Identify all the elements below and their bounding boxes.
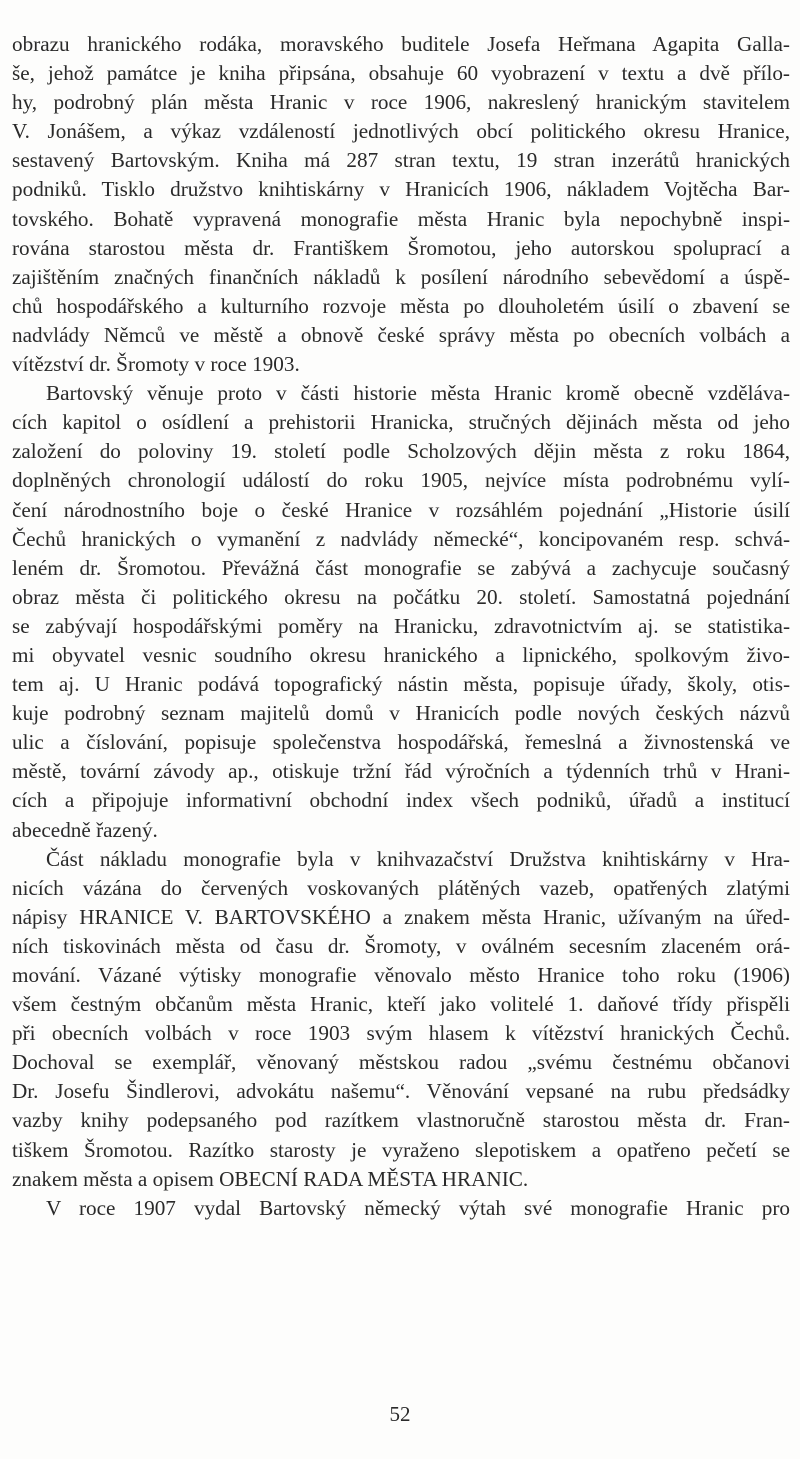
text-line: abecedně řazený. [12, 817, 158, 842]
text-line: chů hospodářského a kulturního rozvoje města po dlouholetém úsilí o zbavení se [12, 293, 790, 318]
text-line: se zabývají hospodářskými poměry na Hranicku, zdravotnictvím aj. se statistika- [12, 613, 790, 638]
text-line: sestavený Bartovským. Kniha má 287 stran textu, 19 stran inzerátů hranických [12, 148, 790, 173]
text-line: cích a připojuje informativní obchodní index všech podniků, úřadů a institucí [12, 788, 790, 813]
text-line: Bartovský věnuje proto v části historie města Hranic kromě obecně vzděláva- [46, 381, 790, 406]
text-line: Dr. Josefu Šindlerovi, advokátu našemu“. Věnování vepsané na rubu předsádky [12, 1079, 790, 1104]
text-line: leném dr. Šromotou. Převážná část monografie se zabývá a zachycuje současný [12, 555, 790, 580]
text-line: ních tiskovinách města od času dr. Šromoty, v oválném secesním zlaceném orá- [12, 933, 790, 958]
text-line: všem čestným občanům města Hranic, kteří jako volitelé 1. daňové třídy přispěli [12, 992, 790, 1017]
text-line: Část nákladu monografie byla v knihvazačství Družstva knihtiskárny v Hra- [46, 846, 790, 871]
text-line: mi obyvatel vesnic soudního okresu hranického a lipnického, spolkovým živo- [12, 642, 790, 667]
text-line: založení do poloviny 19. století podle Scholzových dějin města z roku 1864, [12, 439, 790, 464]
paragraph [12, 30, 790, 379]
page-number: 52 [389, 1402, 411, 1426]
text-line: vazby knihy podepsaného pod razítkem vlastnoručně starostou města dr. Fran- [12, 1108, 790, 1133]
text-line: nicích vázána do červených voskovaných plátěných vazeb, opatřených zlatými [12, 875, 790, 900]
text-line: V. Jonášem, a výkaz vzdáleností jednotlivých obcí politického okresu Hranice, [12, 119, 790, 144]
text-line: še, jehož památce je kniha připsána, obsahuje 60 vyobrazení v textu a dvě přílo- [12, 61, 790, 86]
text-line: Dochoval se exemplář, věnovaný městskou radou „svému čestnému občanovi [12, 1050, 790, 1075]
text-line: tovského. Bohatě vypravená monografie města Hranic byla nepochybně inspi- [12, 206, 790, 231]
text-line: V roce 1907 vydal Bartovský německý výtah své monografie Hranic pro [46, 1195, 790, 1220]
text-line: vítězství dr. Šromoty v roce 1903. [12, 352, 300, 377]
text-line: při obecních volbách v roce 1903 svým hlasem k vítězství hranických Čechů. [12, 1021, 790, 1046]
text-line: rována starostou města dr. Františkem Šromotou, jeho autorskou spoluprací a [12, 235, 790, 260]
body-text [12, 30, 790, 1223]
text-line: doplněných chronologií událostí do roku 1905, nejvíce místa podrobnému vylí- [12, 468, 790, 493]
text-line: ulic a číslování, popisuje společenstva hospodářská, řemeslná a živnostenská ve [12, 730, 790, 755]
text-line: znakem města a opisem OBECNÍ RADA MĚSTA HRANIC. [12, 1166, 529, 1191]
text-line: podniků. Tisklo družstvo knihtiskárny v Hranicích 1906, nákladem Vojtěcha Bar- [12, 177, 790, 202]
text-line: nápisy HRANICE V. BARTOVSKÉHO a znakem města Hranic, užívaným na úřed- [12, 904, 790, 929]
text-line: tiškem Šromotou. Razítko starosty je vyraženo slepotiskem a opatřeno pečetí se [12, 1137, 790, 1162]
text-line: hy, podrobný plán města Hranic v roce 1906, nakreslený hranickým stavitelem [12, 90, 790, 115]
text-line: kuje podrobný seznam majitelů domů v Hranicích podle nových českých názvů [12, 701, 790, 726]
text-line: zajištěním značných finančních nákladů k posílení národního sebevědomí a úspě- [12, 264, 790, 289]
paragraph [12, 1194, 790, 1223]
paragraph [12, 379, 790, 845]
text-line: obraz města či politického okresu na počátku 20. století. Samostatná pojednání [12, 584, 790, 609]
text-line: mování. Vázané výtisky monografie věnovalo město Hranice toho roku (1906) [12, 963, 790, 987]
paragraph [12, 845, 790, 1194]
text-line: čení národnostního boje o české Hranice v rozsáhlém pojednání „Historie úsilí [12, 497, 790, 522]
text-line: obrazu hranického rodáka, moravského buditele Josefa Heřmana Agapita Galla- [12, 32, 790, 56]
text-line: tem aj. U Hranic podává topografický nástin města, popisuje úřady, školy, otis- [12, 672, 790, 697]
text-line: nadvlády Němců ve městě a obnově české správy města po obecních volbách a [12, 322, 790, 347]
text-line: městě, tovární závody ap., otiskuje tržní řád výročních a týdenních trhů v Hrani- [12, 759, 790, 784]
text-line: Čechů hranických o vymanění z nadvlády německé“, koncipovaném resp. schvá- [12, 526, 790, 551]
text-line: cích kapitol o osídlení a prehistorii Hranicka, stručných dějinách města od jeho [12, 410, 790, 435]
